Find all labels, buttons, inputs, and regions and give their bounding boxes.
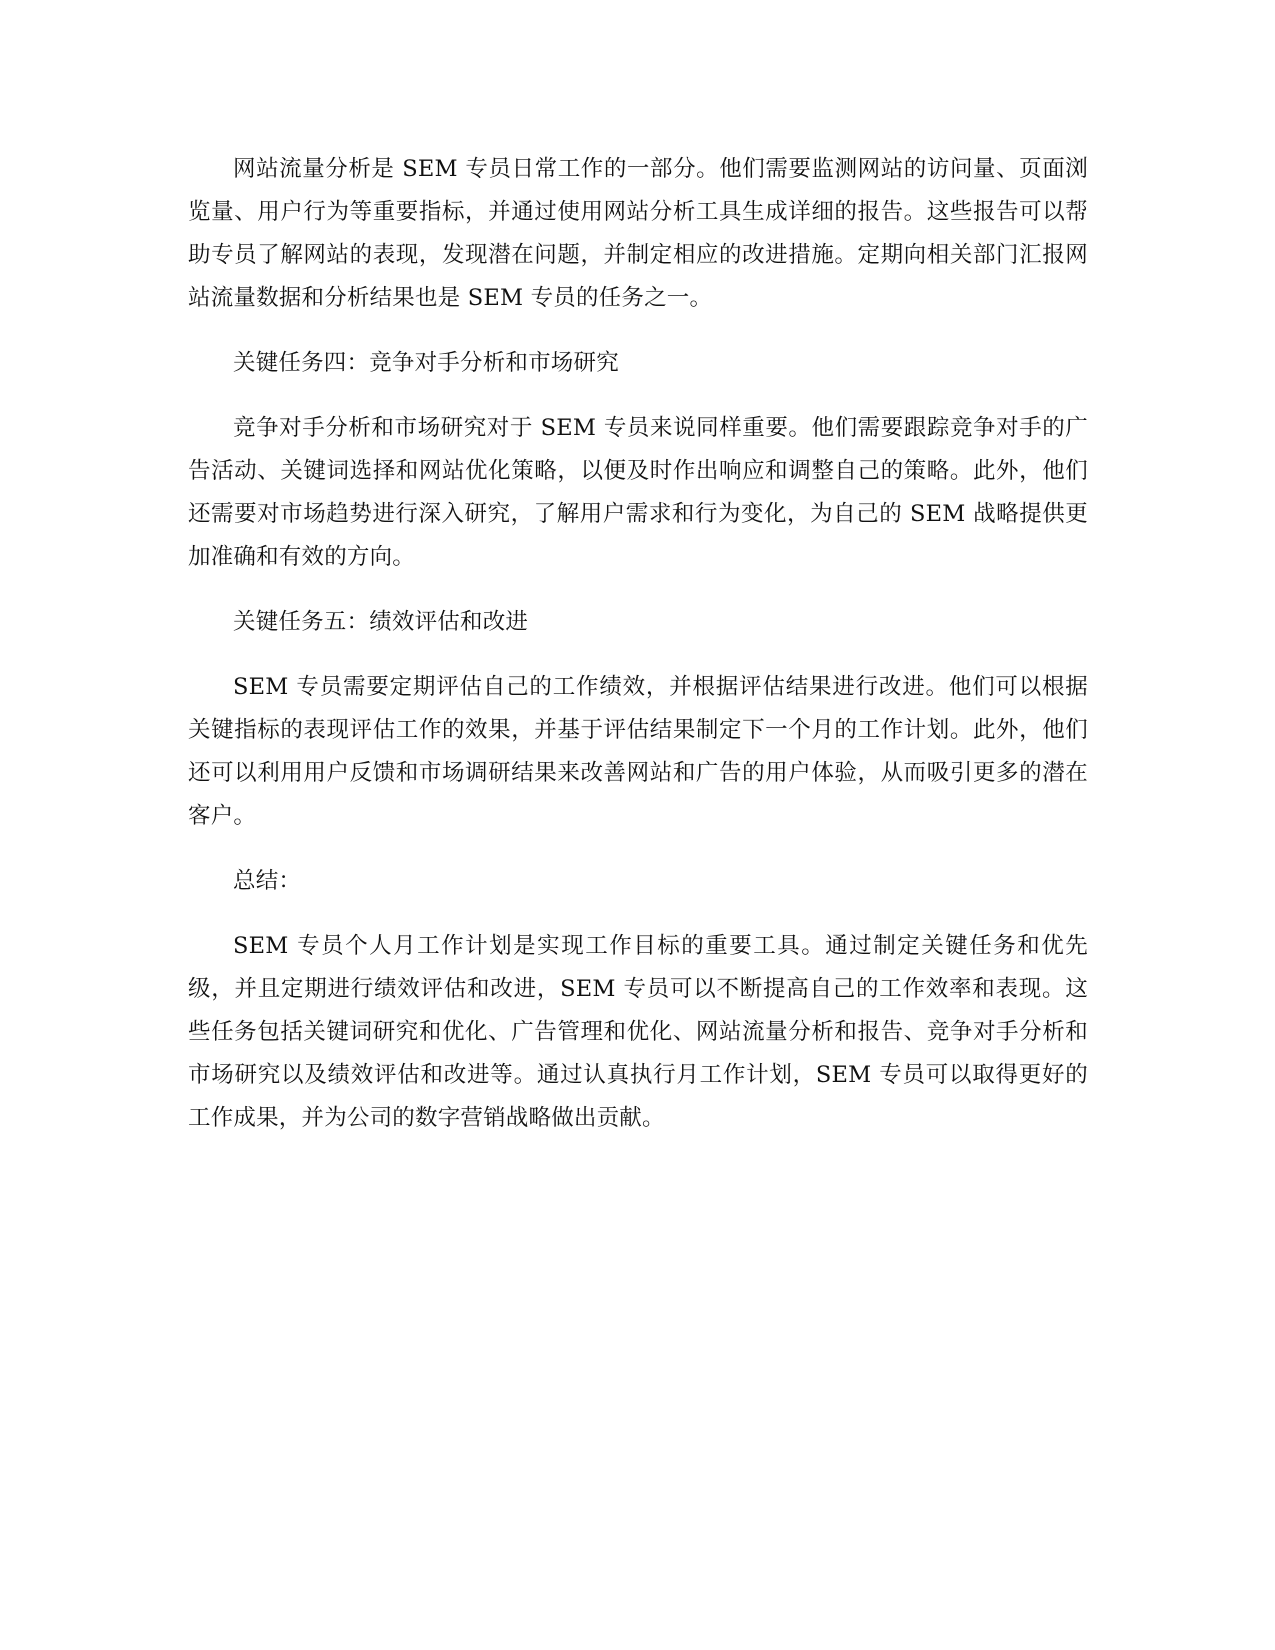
- heading-key-task-four: 关键任务四：竞争对手分析和市场研究: [233, 350, 619, 376]
- paragraph-traffic-analysis: 网站流量分析是 SEM 专员日常工作的一部分。他们需要监测网站的访问量、页面浏览量、用户行为等重要指标，并通过使用网站分析工具生成详细的报告。这些报告可以帮助专员了解网站的表现，发现潜在问题，并制定相应的改进措施。定期向相关部门汇报网站流量数据和分析结果也是 SEM 专员的任务之一。: [188, 156, 1088, 311]
- paragraph-summary: SEM 专员个人月工作计划是实现工作目标的重要工具。通过制定关键任务和优先级，并且定期进行绩效评估和改进，SEM 专员可以不断提高自己的工作效率和表现。这些任务包括关键词研究和优化、广告管理和优化、网站流量分析和报告、竞争对手分析和市场研究以及绩效评估和改进等。通过认真执行月工作计划，SEM 专员可以取得更好的工作成果，并为公司的数字营销战略做出贡献。: [188, 933, 1088, 1131]
- paragraph-performance-review: SEM 专员需要定期评估自己的工作绩效，并根据评估结果进行改进。他们可以根据关键指标的表现评估工作的效果，并基于评估结果制定下一个月的工作计划。此外，他们还可以利用用户反馈和市场调研结果来改善网站和广告的用户体验，从而吸引更多的潜在客户。: [188, 674, 1088, 829]
- document-body: [188, 148, 1088, 1162]
- heading-summary: 总结：: [233, 868, 302, 894]
- paragraph-competitor-analysis: 竞争对手分析和市场研究对于 SEM 专员来说同样重要。他们需要跟踪竞争对手的广告活动、关键词选择和网站优化策略，以便及时作出响应和调整自己的策略。此外，他们还需要对市场趋势进行深入研究，了解用户需求和行为变化，为自己的 SEM 战略提供更加准确和有效的方向。: [188, 415, 1088, 570]
- heading-key-task-five: 关键任务五：绩效评估和改进: [233, 609, 529, 635]
